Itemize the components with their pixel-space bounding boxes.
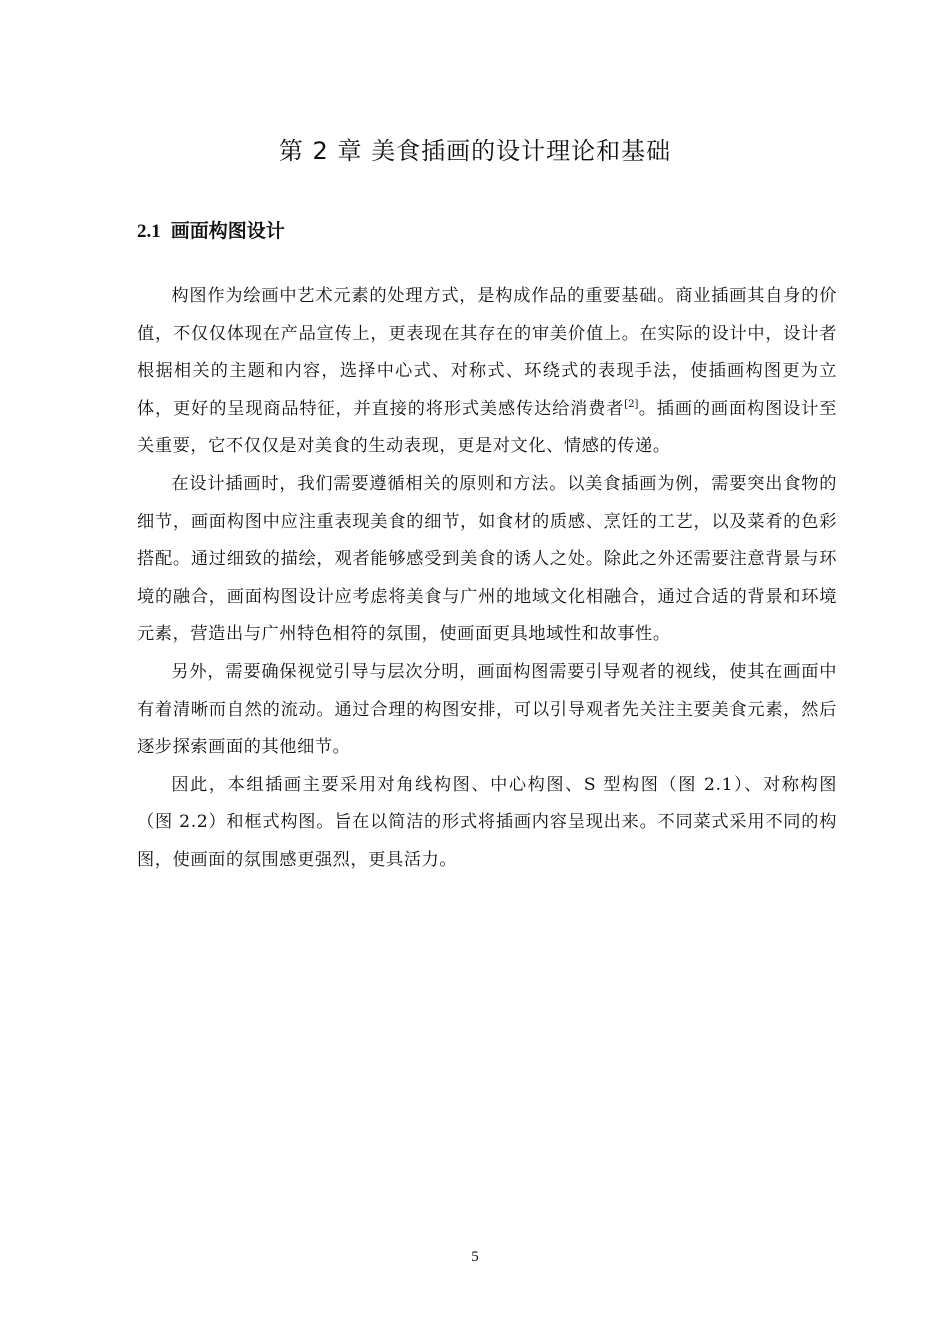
paragraph-3: 另外，需要确保视觉引导与层次分明，画面构图需要引导观者的视线，使其在画面中有着清晰而自然的流动。通过合理的构图安排，可以引导观者先关注主要美食元素，然后逐步探索画面的其他细节。 bbox=[137, 661, 837, 758]
body-text bbox=[137, 278, 837, 880]
page-number: 5 bbox=[471, 1249, 479, 1265]
paragraph-2: 在设计插画时，我们需要遵循相关的原则和方法。以美食插画为例，需要突出食物的细节，画面构图中应注重表现美食的细节，如食材的质感、烹饪的工艺，以及菜肴的色彩搭配。通过细致的描绘，观者能够感受到美食的诱人之处。除此之外还需要注意背景与环境的融合，画面构图设计应考虑将美食与广州的地域文化相融合，通过合适的背景和环境元素，营造出与广州特色相符的氛围，使画面更具地域性和故事性。 bbox=[137, 473, 837, 645]
paragraph-1 bbox=[137, 278, 837, 466]
section-title: 画面构图设计 bbox=[170, 220, 285, 242]
citation-reference: [2] bbox=[624, 398, 639, 410]
section-number: 2.1 bbox=[137, 221, 161, 242]
paragraph-4: 因此，本组插画主要采用对角线构图、中心构图、S 型构图（图 2.1）、对称构图（图 2.2）和框式构图。旨在以简洁的形式将插画内容呈现出来。不同菜式采用不同的构图，使画面的氛围感更强烈，更具活力。 bbox=[137, 774, 837, 870]
paragraph-1-text: 构图作为绘画中艺术元素的处理方式，是构成作品的重要基础。商业插画其自身的价值，不仅仅体现在产品宣传上，更表现在其存在的审美价值上。在实际的设计中，设计者根据相关的主题和内容，选择中心式、对称式、环绕式的表现手法，使插画构图更为立体，更好的呈现商品特征，并直接的将形式美感传达给消费者 bbox=[137, 286, 837, 419]
chapter-title: 第 2 章 美食插画的设计理论和基础 bbox=[278, 137, 672, 165]
paragraph-1-text-continued: 。插画的画面构图设计至关重要，它不仅仅是对美食的生动表现，更是对文化、情感的传递。 bbox=[137, 398, 837, 457]
section-heading bbox=[137, 217, 285, 246]
